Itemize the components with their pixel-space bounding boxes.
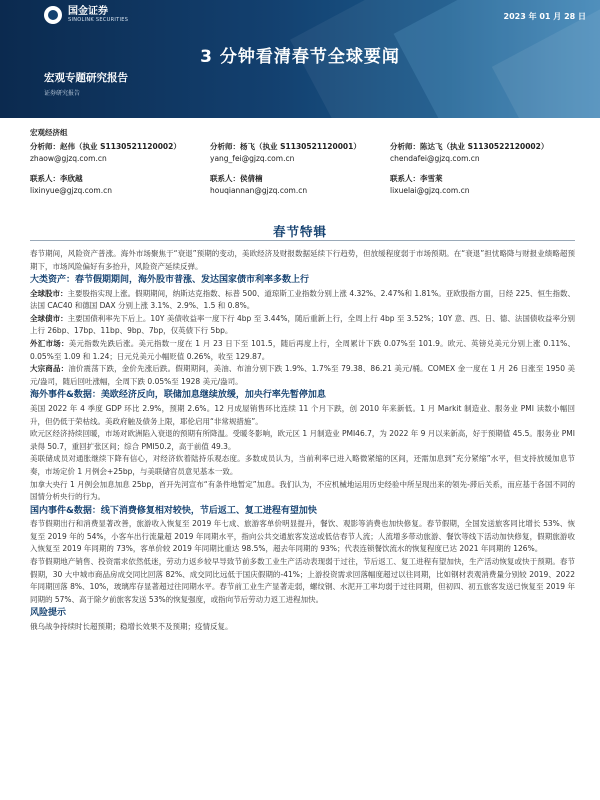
analyst-name: 分析师：陈达飞（执业 S1130522120002） bbox=[390, 142, 549, 151]
paragraph-global-equity bbox=[30, 288, 575, 313]
paragraph-text: 主要国债利率先下后上。10Y 美债收益率一度下行 4bp 至 3.44%，随后重新上行，全周上行 4bp 至 3.52%；10Y 意、西、日、德、法国债收益率分别上行 26bp、17bp、11bp、9bp、7bp，仅英债下行 5bp。 bbox=[30, 313, 576, 336]
logo-text: 国金证券 bbox=[68, 6, 108, 17]
analyst-email[interactable]: zhaow@gjzq.com.cn bbox=[30, 154, 107, 163]
analyst-row bbox=[30, 141, 575, 163]
report-banner bbox=[0, 0, 600, 118]
logo-icon bbox=[44, 6, 62, 24]
paragraph-text: 油价震荡下跌，金价先涨后跌。假期期间，美油、布油分别下跌 1.9%、1.7%至 79.38、86.21 美元/桶。COMEX 金一度在 1 月 26 日涨至 1950 美元/盎司，随后回吐涨幅，全周下跌 0.05%至 1928 美元/盎司。 bbox=[30, 364, 576, 386]
paragraph-label: 全球股市： bbox=[30, 288, 68, 298]
contact-row bbox=[30, 173, 575, 195]
paragraph-label: 外汇市场： bbox=[30, 339, 69, 349]
paragraph-fx bbox=[30, 338, 575, 363]
section-title: 春节特辑 bbox=[272, 224, 327, 239]
contact-email[interactable]: lixinyue@gjzq.com.cn bbox=[30, 186, 112, 195]
section-heading-overseas: 海外事件&数据：美欧经济反向，联储加息继续放缓，加央行率先暂停加息 bbox=[30, 390, 326, 401]
paragraph-text: 主要股指实现上涨。假期期间，纳斯达克指数、标普 500、道琼斯工业指数分别上涨 4.32%、2.47%和 1.81%。亚欧股指方面，日经 225、恒生指数、法国 CAC40 和德国 DAX 分别上涨 3.1%、2.9%、1.5 和 0.8%。 bbox=[30, 288, 576, 311]
section-heading-assets: 大类资产：春节假期期间，海外股市普涨、发达国家债市利率多数上行 bbox=[30, 275, 310, 286]
paragraph-fed: 美联储成员对通胀继续下降有信心，对经济软着陆持乐观态度。多数成员认为，当前利率已进入略微紧缩的区间，还需加息到“充分紧缩”水平，但支持放缓加息节奏，市场定价 1 月例会+25bp，与美联储官员意见基本一致。 bbox=[30, 454, 575, 476]
section-heading-domestic: 国内事件&数据：线下消费修复相对较快，节后返工、复工进程有望加快 bbox=[30, 505, 317, 516]
paragraph-property: 春节假期地产销售、投资需求依然低迷，劳动力返乡较早导致节前多数工业生产活动表现弱于过往，节后返工、复工进程有望加快，生产活动恢复或快于预期。春节假期，30 大中城市商品房成交同比回落 82%、成交同比远低于国庆假期的-41%；上游投资需求回落幅度超过以往同期，比如钢材表观消费量分别较 2019、2022 年同期回落 8%、10%，玻璃库存显著超过往同期水平。春节前工业生产显著走弱，螺纹钢、水泥开工率均弱于过往同期，但初四、初五旅客发送已恢复至 2019 年同期的 57%、高于除夕前旅客发送 53%的恢复强度，或指向节后劳动力返工进程加快。 bbox=[30, 556, 575, 604]
paragraph-canada: 加拿大央行 1 月例会加息加息 25bp，首开先河宣布“有条件地暂定”加息。我们认为，不应机械地运用历史经验中所呈现出来的领先-滞后关系，而应基于各国不同的国情分析央行的行为。 bbox=[30, 479, 575, 502]
analyst-group-label: 宏观经济组 bbox=[30, 128, 68, 137]
paragraph-us: 美国 2022 年 4 季度 GDP 环比 2.9%，预期 2.6%。12 月成屋销售环比连续 11 个月下跌，创 2010 年来新低。1 月 Markit 制造业、服务业 PMI 读数小幅回升，但仍低于荣枯线。美政府触及债务上限，耶伦启用“非常规措施”。 bbox=[30, 403, 575, 426]
paragraph-text: 美元指数先跌后涨。美元指数一度在 1 月 23 日下至 101.5，随后再度上行，全周累计下跌 0.07%至 101.9。欧元、英镑兑美元分别上涨 0.11%、0.05%至 1.09 和 1.24；日元兑美元小幅贬值 0.26%，收至 129.87。 bbox=[30, 339, 575, 361]
contact-email[interactable]: lixuelai@gjzq.com.cn bbox=[390, 186, 470, 195]
paragraph-commodities bbox=[30, 363, 575, 388]
section-heading-risk: 风险提示 bbox=[30, 608, 67, 619]
contact-entry bbox=[30, 173, 112, 195]
contact-name: 联系人：侯倩楠 bbox=[210, 174, 263, 183]
paragraph-label: 大宗商品： bbox=[30, 364, 69, 374]
report-title: 3 分钟看清春节全球要闻 bbox=[200, 47, 400, 67]
company-logo bbox=[44, 6, 128, 24]
analyst-entry bbox=[390, 141, 548, 163]
paragraph-eurozone: 欧元区经济持续回暖，市场对欧洲陷入衰退的预期有所降温。受暖冬影响，欧元区 1 月制造业 PMI46.7，为 2022 年 9 月以来新高，好于预期值 45.5。服务业 PMI 录得 50.7，重回扩张区间；综合 PMI50.2，高于前值 49.3。 bbox=[30, 429, 575, 451]
contact-entry bbox=[210, 173, 307, 195]
analyst-email[interactable]: yang_fei@gjzq.com.cn bbox=[210, 154, 295, 163]
paragraph-global-bond bbox=[30, 313, 575, 338]
contact-entry bbox=[390, 173, 469, 195]
report-department: 证券研究报告 bbox=[44, 90, 81, 97]
intro-paragraph: 春节期间，风险资产普涨。海外市场聚焦于“衰退”预期的变动，美欧经济及财报数据延续下行趋势，但放缓程度弱于市场预期。在“衰退”担忧略降与财报业绩略超预期下，市场风险偏好有多抬升，风险资产延续反弹。 bbox=[30, 249, 575, 271]
paragraph-risk: 俄乌战争持续时长超预期；稳增长效果不及预期；疫情反复。 bbox=[30, 621, 233, 631]
analyst-email[interactable]: chendafei@gjzq.com.cn bbox=[390, 154, 480, 163]
divider bbox=[30, 240, 575, 241]
logo-subtext: SINOLINK SECURITIES bbox=[68, 17, 129, 23]
contact-email[interactable]: houqiannan@gjzq.com.cn bbox=[210, 186, 308, 195]
analyst-name: 分析师：杨飞（执业 S1130521120001） bbox=[210, 142, 361, 151]
paragraph-label: 全球债市： bbox=[30, 313, 68, 323]
analyst-block bbox=[30, 127, 575, 195]
analyst-name: 分析师：赵伟（执业 S1130521120002） bbox=[30, 142, 181, 151]
paragraph-consumption: 春节假期出行和消费显著改善，旅游收入恢复至 2019 年七成、旅游客单价明显提升，餐饮、观影等消费也加快修复。春节假期，全国发送旅客同比增长 53%、恢复至 2019 年的 54%，小客车出行流量超 2019 年同期水平，指向公共交通旅客发送或低估春节人流；人流增多带动旅游、餐饮等线下活动加快修复，假期旅游收入恢复至 2019 年同期的 73%，客单价较 2019 年同期比重达 98.5%，超去年同期的 93%；代表连锁餐饮流水的恢复程度已达 2021 年同期的 126%。 bbox=[30, 519, 575, 554]
report-date: 2023 年 01 月 28 日 bbox=[503, 12, 586, 21]
contact-name: 联系人：李欣越 bbox=[30, 174, 83, 183]
contact-name: 联系人：李雪莱 bbox=[390, 174, 443, 183]
analyst-entry bbox=[30, 141, 181, 163]
analyst-entry bbox=[210, 141, 361, 163]
report-type: 宏观专题研究报告 bbox=[44, 72, 128, 84]
report-body bbox=[30, 248, 575, 633]
